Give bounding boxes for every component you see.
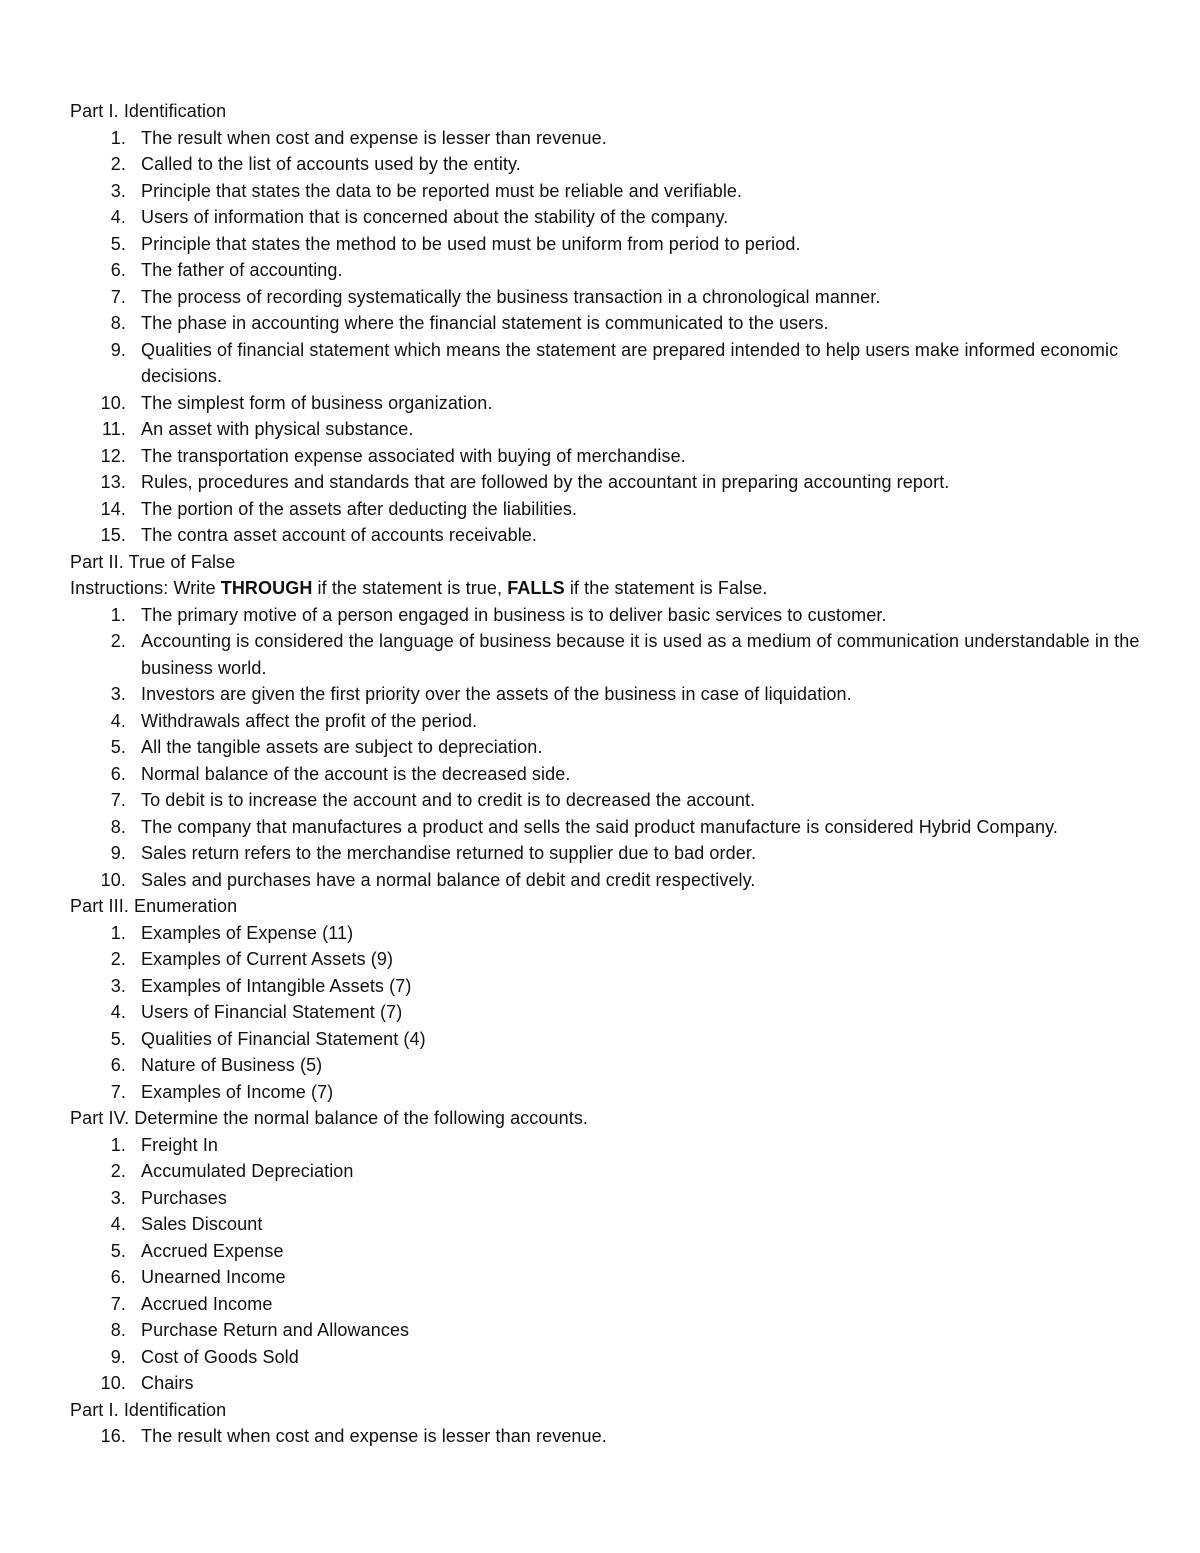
question-text: The father of accounting. — [141, 260, 343, 280]
question-number: 15. — [100, 525, 126, 545]
question-text: Called to the list of accounts used by the entity. — [141, 154, 521, 174]
question-text: Sales Discount — [141, 1214, 263, 1234]
question-number: 4. — [110, 1214, 126, 1234]
question-number: 5. — [110, 1240, 126, 1261]
instruction-middle: if the statement is true, — [312, 578, 508, 598]
question-list — [70, 920, 1150, 1106]
question-text: The portion of the assets after deducting the liabilities. — [141, 498, 578, 519]
section-heading: Part I. Identification — [70, 1399, 227, 1420]
section — [70, 98, 1150, 549]
question-item — [110, 602, 1150, 629]
question-text: The contra asset account of accounts receivable. — [141, 525, 538, 545]
question-text: Accrued Income — [141, 1293, 273, 1314]
question-item — [110, 761, 1150, 788]
question-number: 11. — [102, 419, 126, 439]
question-item — [100, 469, 1150, 496]
question-text: Examples of Expense (11) — [141, 922, 354, 943]
question-item — [110, 1238, 1150, 1265]
question-text: Sales and purchases have a normal balance of debit and credit respectively. — [141, 869, 756, 890]
question-number: 1. — [110, 1134, 126, 1155]
question-item — [110, 1132, 1150, 1159]
question-text: Qualities of financial statement which means the statement are prepared intended to help users make informed economic decisions. — [141, 339, 1119, 386]
question-number: 3. — [110, 180, 126, 201]
question-item — [110, 125, 1150, 152]
question-number: 9. — [110, 1346, 126, 1367]
question-item — [110, 840, 1150, 867]
question-list — [70, 602, 1150, 894]
instruction-prefix: Instructions: Write — [70, 578, 221, 598]
question-text: The process of recording systematically the business transaction in a chronological manner. — [141, 286, 881, 307]
question-item — [110, 1264, 1150, 1291]
section-heading: Part II. True of False — [70, 551, 236, 572]
question-number: 4. — [110, 207, 126, 227]
question-number: 5. — [110, 1028, 126, 1049]
question-number: 10. — [100, 869, 126, 890]
question-number: 14. — [100, 498, 126, 519]
question-number: 8. — [110, 313, 126, 333]
question-number: 12. — [100, 445, 126, 466]
question-list — [70, 1132, 1150, 1397]
question-text: Cost of Goods Sold — [141, 1346, 299, 1367]
section-heading: Part I. Identification — [70, 101, 227, 121]
question-text: Users of Financial Statement (7) — [141, 1002, 403, 1022]
question-item — [100, 522, 1150, 549]
question-text: Investors are given the first priority over the assets of the business in case of liquidation. — [141, 684, 852, 704]
question-text: Accumulated Depreciation — [141, 1161, 354, 1181]
question-text: Principle that states the method to be used must be uniform from period to period. — [141, 233, 801, 254]
question-item — [110, 814, 1150, 841]
question-number: 6. — [110, 1267, 126, 1287]
question-number: 6. — [110, 763, 126, 784]
question-number: 7. — [110, 286, 126, 307]
question-number: 4. — [110, 710, 126, 731]
question-item — [110, 1344, 1150, 1371]
question-item — [110, 178, 1150, 205]
question-number: 7. — [110, 1081, 126, 1102]
question-text: Sales return refers to the merchandise returned to supplier due to bad order. — [141, 843, 757, 863]
question-number: 2. — [110, 154, 126, 174]
question-item — [110, 204, 1150, 231]
question-item — [110, 1158, 1150, 1185]
section-heading: Part IV. Determine the normal balance of the following accounts. — [70, 1108, 589, 1128]
question-number: 3. — [110, 1187, 126, 1208]
question-item — [110, 973, 1150, 1000]
question-text: Rules, procedures and standards that are followed by the accountant in preparing accounting report. — [141, 472, 950, 492]
question-number: 4. — [110, 1002, 126, 1022]
section — [70, 1397, 1150, 1450]
section-instructions — [70, 575, 1150, 602]
question-text: Qualities of Financial Statement (4) — [141, 1028, 426, 1049]
question-number: 3. — [110, 684, 126, 704]
question-number: 7. — [110, 790, 126, 810]
question-item — [110, 1211, 1150, 1238]
question-item — [100, 496, 1150, 523]
question-item — [110, 999, 1150, 1026]
question-text: The primary motive of a person engaged in business is to deliver basic services to customer. — [141, 604, 887, 625]
question-number: 10. — [100, 392, 126, 413]
question-text: The result when cost and expense is lesser than revenue. — [141, 127, 607, 148]
question-text: Purchase Return and Allowances — [141, 1320, 410, 1340]
question-number: 1. — [110, 127, 126, 148]
question-text: The result when cost and expense is lesser than revenue. — [141, 1426, 607, 1446]
question-text: Nature of Business (5) — [141, 1055, 323, 1075]
question-number: 1. — [110, 604, 126, 625]
question-number: 8. — [110, 1320, 126, 1340]
question-item — [100, 1370, 1150, 1397]
question-text: Freight In — [141, 1134, 219, 1155]
instruction-bold1: THROUGH — [220, 578, 313, 598]
question-list — [70, 125, 1150, 549]
question-item — [110, 708, 1150, 735]
question-item — [100, 443, 1150, 470]
question-item — [102, 416, 1150, 443]
question-item — [110, 1291, 1150, 1318]
question-text: Examples of Current Assets (9) — [141, 949, 394, 969]
question-item — [110, 787, 1150, 814]
document-body — [70, 98, 1150, 1450]
question-item — [110, 284, 1150, 311]
question-text: The company that manufactures a product and sells the said product manufacture is considered Hybrid Company. — [141, 816, 1058, 837]
question-item — [100, 867, 1150, 894]
question-number: 8. — [110, 816, 126, 837]
question-text: Examples of Intangible Assets (7) — [141, 975, 412, 996]
question-text: Chairs — [141, 1373, 194, 1393]
question-item — [100, 390, 1150, 417]
question-number: 5. — [110, 233, 126, 254]
question-number: 7. — [110, 1293, 126, 1314]
section-heading: Part III. Enumeration — [70, 896, 238, 916]
instruction-bold2: FALLS — [507, 578, 565, 598]
question-text: Principle that states the data to be reported must be reliable and verifiable. — [141, 180, 743, 201]
question-text: The simplest form of business organization. — [141, 392, 493, 413]
question-text: Examples of Income (7) — [141, 1081, 334, 1102]
question-item — [110, 946, 1150, 973]
question-text: An asset with physical substance. — [141, 419, 414, 439]
question-number: 6. — [110, 1055, 126, 1075]
question-text: All the tangible assets are subject to depreciation. — [141, 737, 543, 757]
section — [70, 1105, 1150, 1397]
question-item — [110, 231, 1150, 258]
question-number: 9. — [110, 843, 126, 863]
question-item — [100, 1423, 1150, 1450]
question-item — [110, 920, 1150, 947]
question-number: 2. — [110, 949, 126, 969]
question-text: The phase in accounting where the financial statement is communicated to the users. — [141, 313, 829, 333]
question-number: 9. — [110, 339, 126, 360]
question-text: Unearned Income — [141, 1267, 286, 1287]
question-number: 2. — [110, 1161, 126, 1181]
instruction-suffix: if the statement is False. — [564, 578, 768, 598]
question-number: 2. — [110, 631, 126, 651]
question-text: The transportation expense associated with buying of merchandise. — [141, 445, 686, 466]
question-text: Normal balance of the account is the decreased side. — [141, 763, 571, 784]
section — [70, 893, 1150, 1105]
question-item — [110, 310, 1150, 337]
question-item — [110, 681, 1150, 708]
question-item — [110, 1079, 1150, 1106]
question-text: Accrued Expense — [141, 1240, 284, 1261]
question-item — [110, 734, 1150, 761]
question-item — [110, 151, 1150, 178]
question-number: 6. — [110, 260, 126, 280]
question-item — [110, 628, 1150, 681]
question-text: To debit is to increase the account and to credit is to decreased the account. — [141, 790, 756, 810]
question-item — [110, 1026, 1150, 1053]
question-number: 1. — [110, 922, 126, 943]
question-item — [110, 1185, 1150, 1212]
question-number: 16. — [100, 1426, 126, 1446]
question-text: Purchases — [141, 1187, 227, 1208]
section — [70, 549, 1150, 894]
question-text: Withdrawals affect the profit of the period. — [141, 710, 478, 731]
question-number: 10. — [100, 1373, 126, 1393]
question-item — [110, 337, 1150, 390]
question-text: Users of information that is concerned about the stability of the company. — [141, 207, 729, 227]
question-list — [70, 1423, 1150, 1450]
question-number: 5. — [110, 737, 126, 757]
question-item — [110, 1317, 1150, 1344]
question-item — [110, 1052, 1150, 1079]
question-text: Accounting is considered the language of business because it is used as a medium of communication understandable in the business world. — [141, 631, 1140, 678]
question-number: 3. — [110, 975, 126, 996]
question-item — [110, 257, 1150, 284]
question-number: 13. — [100, 472, 126, 492]
